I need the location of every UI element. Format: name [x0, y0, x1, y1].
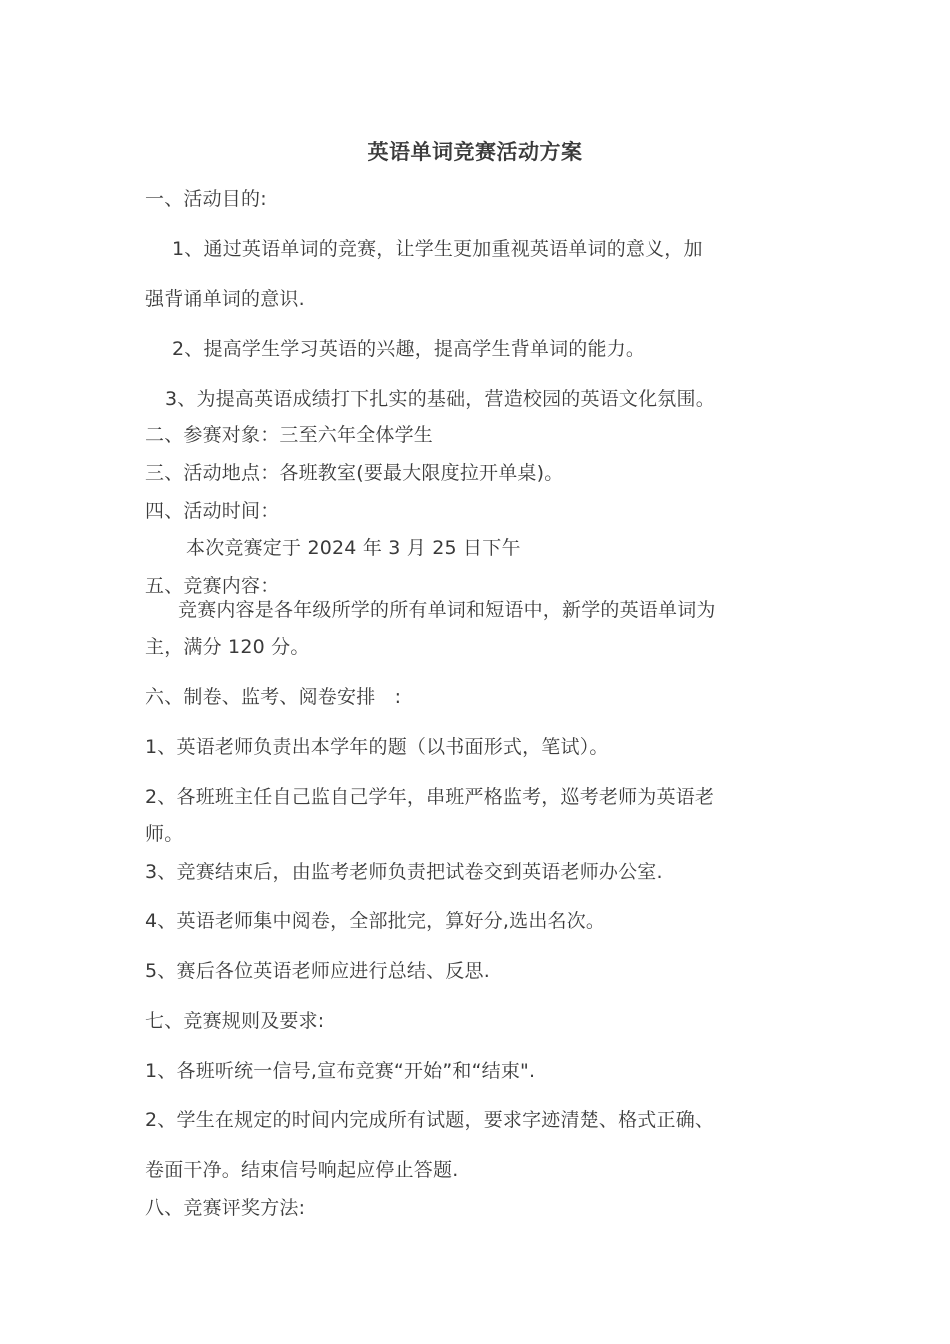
section-5-body-line-2: 主，满分 120 分。: [145, 636, 310, 658]
section-6-item-5: 5、赛后各位英语老师应进行总结、反思.: [145, 960, 490, 982]
section-1-item-1-line-2: 强背诵单词的意识.: [145, 288, 305, 310]
section-6-item-4: 4、英语老师集中阅卷，全部批完，算好分,选出名次。: [145, 910, 606, 932]
section-8-heading: 八、竞赛评奖方法:: [145, 1197, 306, 1219]
section-7-item-2-line-1: 2、学生在规定的时间内完成所有试题，要求字迹清楚、格式正确、: [145, 1109, 715, 1131]
section-6-item-2-line-1: 2、各班班主任自己监自己学年，串班严格监考，巡考老师为英语老: [145, 786, 715, 808]
section-7-item-1: 1、各班听统一信号,宣布竞赛“开始”和“结束".: [145, 1060, 536, 1082]
section-4-body: 本次竞赛定于 2024 年 3 月 25 日下午: [186, 537, 521, 559]
section-5-body-line-1: 竞赛内容是各年级所学的所有单词和短语中，新学的英语单词为: [178, 599, 716, 621]
section-6-item-2-line-2: 师。: [145, 823, 184, 845]
section-1-heading: 一、活动目的:: [145, 188, 267, 210]
section-4-heading: 四、活动时间：: [145, 500, 280, 522]
section-6-heading: 六、制卷、监考、阅卷安排 :: [145, 686, 402, 708]
section-5-heading: 五、竞赛内容：: [145, 575, 280, 597]
section-6-item-1: 1、英语老师负责出本学年的题（以书面形式，笔试）。: [145, 736, 609, 758]
section-2: 二、参赛对象：三至六年全体学生: [145, 424, 434, 446]
section-1-item-1-line-1: 1、通过英语单词的竞赛，让学生更加重视英语单词的意义，加: [172, 238, 703, 260]
section-7-heading: 七、竞赛规则及要求:: [145, 1010, 325, 1032]
section-7-item-2-line-2: 卷面干净。结束信号响起应停止答题.: [145, 1159, 459, 1181]
section-6-item-3: 3、竞赛结束后，由监考老师负责把试卷交到英语老师办公室.: [145, 861, 663, 883]
section-3: 三、活动地点：各班教室(要最大限度拉开单桌)。: [145, 462, 564, 484]
section-1-item-2: 2、提高学生学习英语的兴趣，提高学生背单词的能力。: [172, 338, 646, 360]
section-1-item-3: 3、为提高英语成绩打下扎实的基础，营造校园的英语文化氛围。: [165, 388, 715, 410]
document-title: 英语单词竞赛活动方案: [367, 140, 583, 164]
